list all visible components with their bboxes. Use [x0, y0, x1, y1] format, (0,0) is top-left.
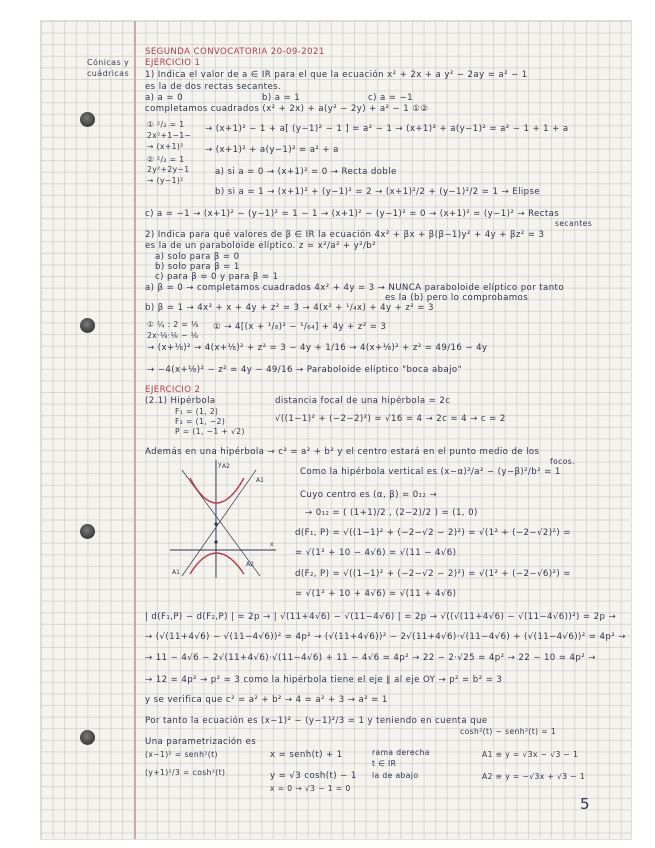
- ex2b-param: (y+1)²/3 = cosh²(t): [145, 768, 226, 777]
- page-number: 5: [580, 795, 590, 813]
- ex2a-option: c) para β = 0 y para β = 1: [155, 272, 279, 282]
- ex2b-asymptote: A1 ≡ y = √3x − √3 − 1: [482, 750, 579, 759]
- ex1-option-answer: c) a = −1: [368, 93, 414, 103]
- ex2b-line: cosh²(t) − senh²(t) = 1: [460, 727, 557, 736]
- ex1-line: → (x+1)² − 1 + a[ (y−1)² − 1 ] = a² − 1 → (x+1)² + a(y−1)² = a² − 1 + 1 + a: [205, 124, 569, 134]
- ex2b-line: Por tanto la ecuación es (x−1)² − (y−1)²/3 = 1 y teniendo en cuenta que: [145, 716, 488, 726]
- ex1-side-note: ① ²/₂ = 1: [147, 120, 185, 129]
- ex1-line: a) si a = 0 → (x+1)² = 0 → Recta doble: [215, 167, 397, 177]
- ex2b-line: Como la hipérbola vertical es (x−α)²/a² − (y−β)²/b² = 1: [300, 467, 561, 477]
- ex2b-asymptote: A2 ≡ y = −√3x + √3 − 1: [482, 772, 586, 781]
- ex2b-line: (2.1) Hipérbola: [145, 396, 216, 406]
- binder-hole-icon: [80, 112, 95, 127]
- ex2b-line: → (√(11+4√6) − √(11−4√6))² = 4p² → (√(11+4√6))² − 2√(11+4√6)·√(11−4√6) + (√(11−4√6))² = 4p² →: [145, 632, 626, 642]
- ex1-side-note: 2y²+2y−1: [147, 165, 190, 174]
- exercise-1-heading: EJERCICIO 1: [145, 58, 201, 68]
- ex1-line: → (x+1)² + a(y−1)² = a² + a: [205, 145, 339, 155]
- graph-label: A2: [222, 463, 230, 470]
- ex1-option: a) a = 0: [145, 93, 183, 103]
- margin-line: [134, 21, 136, 839]
- graph-axis-label: y: [218, 461, 222, 468]
- ex1-line: 1) Indica el valor de a ∈ IR para el que la ecuación x² + 2x + a y² − 2ay = a² − 1: [145, 70, 528, 80]
- ex2a-line: a) β = 0 → completamos cuadrados 4x² + 4y = 3 → NUNCA paraboloide elíptico por tanto: [145, 283, 564, 293]
- ex2b-line: = √(1² + 10 + 4√6) = √(11 + 4√6): [295, 589, 457, 599]
- ex2b-param: rama derecha: [372, 748, 430, 757]
- graph-label: A1: [172, 569, 180, 576]
- ex2b-param: y = √3 cosh(t) − 1: [270, 771, 357, 781]
- ex2a-line: es la de un paraboloide elíptico. z = x²/a² + y²/b²: [145, 241, 376, 251]
- ex2b-line: d(F₁, P) = √((1−1)² + (−2−√2 − 2)²) = √(1² + (−2−√2)²) =: [295, 528, 571, 538]
- ex2b-data: P = (1, −1 + √2): [175, 427, 245, 436]
- graph-label: A1: [256, 477, 264, 484]
- asymptote-line: [182, 470, 256, 576]
- ex2b-line: d(F₂, P) = √((1−1)² + (−2−√2 − 2)²) = √(1² + (−2−√6)²) =: [295, 569, 571, 579]
- ex2b-line: focos.: [550, 457, 575, 466]
- ex1-line: es la de dos rectas secantes.: [145, 82, 282, 92]
- ex2a-line: → (x+⅛)² → 4(x+⅛)² + z² = 3 − 4y + 1/16 → 4(x+⅛)² + z² = 49/16 − 4y: [147, 343, 488, 353]
- ex2b-data: F₁ = (1, 2): [175, 407, 219, 416]
- ex2a-line: 2) Indica para qué valores de β ∈ IR la ecuación 4x² + βx + β(β−1)y² + 4y + βz² = 3: [145, 230, 545, 240]
- ex2a-line: b) β = 1 → 4x² + x + 4y + z² = 3 → 4(x² + ¹/₄x) + 4y + z² = 3: [145, 303, 434, 313]
- ex2a-option-answer: b) solo para β = 1: [155, 262, 240, 272]
- ex2a-line: ① → 4[(x + ¹/₈)² − ¹/₆₄] + 4y + z² = 3: [213, 322, 387, 332]
- ex2a-option: a) solo para β = 0: [155, 252, 240, 262]
- ex2b-line: Una parametrización es: [145, 737, 257, 747]
- ex1-side-note: 2x²+1−1−: [147, 131, 192, 140]
- ex1-side-note: → (y−1)²: [147, 176, 184, 185]
- ex2b-line: | d(F₁,P) − d(F₂,P) | = 2p → | √(11+4√6) − √(11−4√6) | = 2p → √((√(11+4√6) − √(11−4√6))²) = 2p →: [145, 612, 617, 622]
- ex2b-param: x = 0 → √3 − 1 = 0: [270, 784, 351, 793]
- ex2a-side-note: ① ¼ : 2 = ⅛: [147, 320, 199, 329]
- binder-hole-icon: [80, 318, 95, 333]
- ex1-line: b) si a = 1 → (x+1)² + (y−1)² = 2 → (x+1)²/2 + (y−1)²/2 = 1 → Elipse: [215, 187, 541, 197]
- focus-point: [214, 540, 217, 543]
- ex2b-line: → 12 = 4p² → p² = 3 como la hipérbola tiene el eje ∥ al eje OY → p² = b² = 3: [145, 675, 503, 685]
- ex2b-line: → 0₁₂ = ( (1+1)/2 , (2−2)/2 ) = (1, 0): [305, 508, 478, 518]
- graph-axis-label: x: [270, 541, 274, 548]
- ex2b-param: (x−1)² = senh²(t): [145, 750, 218, 759]
- hyperbola-lower-branch: [190, 553, 244, 574]
- ex2b-line: √((1−1)² + (−2−2)²) = √16 = 4 → 2c = 4 → c = 2: [275, 414, 506, 424]
- exercise-2-heading: EJERCICIO 2: [145, 385, 201, 395]
- ex2b-line: Además en una hipérbola → c² = a² + b² y el centro estará en el punto medio de los: [145, 447, 540, 457]
- focus-point: [214, 522, 217, 525]
- sidebar-topic-line2: cuádricas: [87, 69, 130, 78]
- ex1-line: completamos cuadrados (x² + 2x) + a(y² − 2y) + a² − 1 ①②: [145, 104, 429, 114]
- graph-label: A2: [246, 561, 254, 568]
- ex2b-line: y se verifica que c² = a² + b² → 4 = a² + 3 → a² = 1: [145, 695, 388, 705]
- ex1-side-note: → (x+1)²: [147, 142, 184, 151]
- ex2a-side-note: 2x·⅛·⅛ − ⅛: [147, 331, 199, 340]
- ex2b-line: Cuyo centro es (α, β) = 0₁₂ →: [300, 490, 438, 500]
- ex1-line: c) a = −1 → (x+1)² − (y−1)² = 1 − 1 → (x+1)² − (y−1)² = 0 → (x+1)² = (y−1)² → Rectas: [145, 209, 560, 219]
- ex2b-line: distancia focal de una hipérbola = 2c: [275, 396, 451, 406]
- ex1-side-note: ② ²/₂ = 1: [147, 155, 185, 164]
- binder-hole-icon: [80, 730, 95, 745]
- ex2b-param: x = senh(t) + 1: [270, 750, 343, 760]
- binder-hole-icon: [80, 524, 95, 539]
- sidebar-topic-line1: Cónicas y: [87, 58, 130, 67]
- ex2b-data: F₂ = (1, −2): [175, 417, 226, 426]
- ex2b-line: → 11 − 4√6 − 2√(11+4√6)·√(11−4√6) + 11 − 4√6 = 4p² → 22 − 2·√25 = 4p² → 22 − 10 = 4p² →: [145, 653, 596, 663]
- page-title: SEGUNDA CONVOCATORIA 20-09-2021: [145, 47, 325, 57]
- ex1-option: b) a = 1: [262, 93, 301, 103]
- ex2a-line: → −4(x+⅛)² − z² = 4y − 49/16 → Paraboloide elíptico "boca abajo": [147, 365, 462, 375]
- ex2b-param: t ∈ IR: [372, 759, 397, 768]
- ex1-line: secantes: [555, 219, 593, 228]
- ex2a-line: es la (b) pero lo comprobamos: [385, 293, 529, 303]
- hyperbola-sketch: [168, 458, 280, 583]
- ex2b-line: = √(1² + 10 − 4√6) = √(11 − 4√6): [295, 548, 457, 558]
- ex2b-param: la de abajo: [372, 771, 419, 780]
